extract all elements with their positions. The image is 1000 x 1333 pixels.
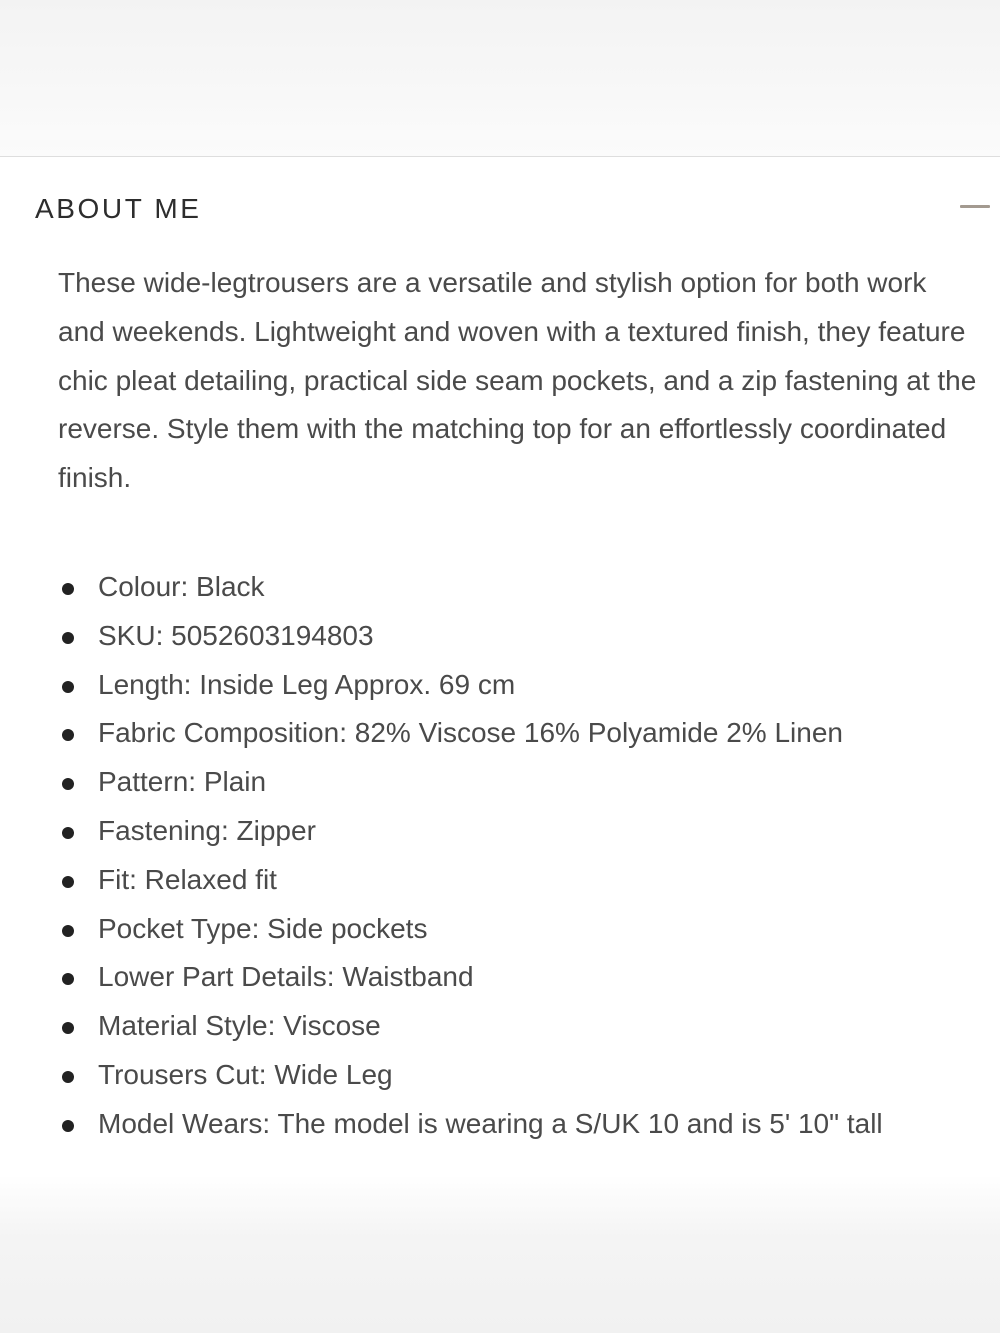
bullet-icon	[62, 925, 74, 937]
bullet-icon	[62, 729, 74, 741]
spec-item-text: Fastening: Zipper	[98, 814, 316, 846]
spec-item	[58, 1100, 978, 1149]
collapse-button[interactable]	[948, 193, 1000, 221]
spec-item	[58, 807, 978, 856]
bullet-icon	[62, 827, 74, 839]
spec-item	[58, 856, 978, 905]
spec-item-text: Model Wears: The model is wearing a S/UK 10 and is 5' 10" tall	[98, 1107, 883, 1139]
spec-item	[58, 1002, 978, 1051]
bullet-icon	[62, 632, 74, 644]
spec-item-text: Trousers Cut: Wide Leg	[98, 1058, 393, 1090]
bullet-icon	[62, 778, 74, 790]
bullet-icon	[62, 1071, 74, 1083]
spec-item-text: Length: Inside Leg Approx. 69 cm	[98, 668, 516, 700]
spec-item	[58, 563, 978, 612]
spec-item-text: Pocket Type: Side pockets	[98, 912, 428, 944]
bottom-background	[0, 1175, 1000, 1333]
spec-item	[58, 612, 978, 661]
spec-item-text: Fabric Composition: 82% Viscose 16% Polyamide 2% Linen	[98, 717, 843, 749]
product-spec-list	[58, 563, 978, 1149]
spec-item-text: Fit: Relaxed fit	[98, 863, 277, 895]
about-me-accordion-header[interactable]	[0, 157, 1000, 257]
bullet-icon	[62, 973, 74, 985]
bullet-icon	[62, 583, 74, 595]
spec-item	[58, 953, 978, 1002]
top-background	[0, 0, 1000, 156]
spec-item-text: SKU: 5052603194803	[98, 619, 374, 651]
bullet-icon	[62, 1022, 74, 1034]
spec-item-text: Pattern: Plain	[98, 766, 267, 798]
spec-item-text: Lower Part Details: Waistband	[98, 961, 474, 993]
minus-icon	[960, 205, 990, 208]
spec-item	[58, 1051, 978, 1100]
accordion-title: ABOUT ME	[35, 193, 202, 224]
bullet-icon	[62, 681, 74, 693]
spec-item	[58, 709, 978, 758]
product-description: These wide-legtrousers are a versatile and stylish option for both work and weekends. Lightweight and woven with a textured finish, they feature chic pleat detailing, practical side seam pockets, and a zip fastening at the reverse. Style them with the matching top for an effortlessly coordinated finish.	[58, 267, 977, 494]
spec-item	[58, 661, 978, 710]
spec-item	[58, 758, 978, 807]
bullet-icon	[62, 1120, 74, 1132]
spec-item	[58, 905, 978, 954]
spec-item-text: Colour: Black	[98, 571, 265, 602]
spec-item-text: Material Style: Viscose	[98, 1010, 381, 1042]
bullet-icon	[62, 876, 74, 888]
